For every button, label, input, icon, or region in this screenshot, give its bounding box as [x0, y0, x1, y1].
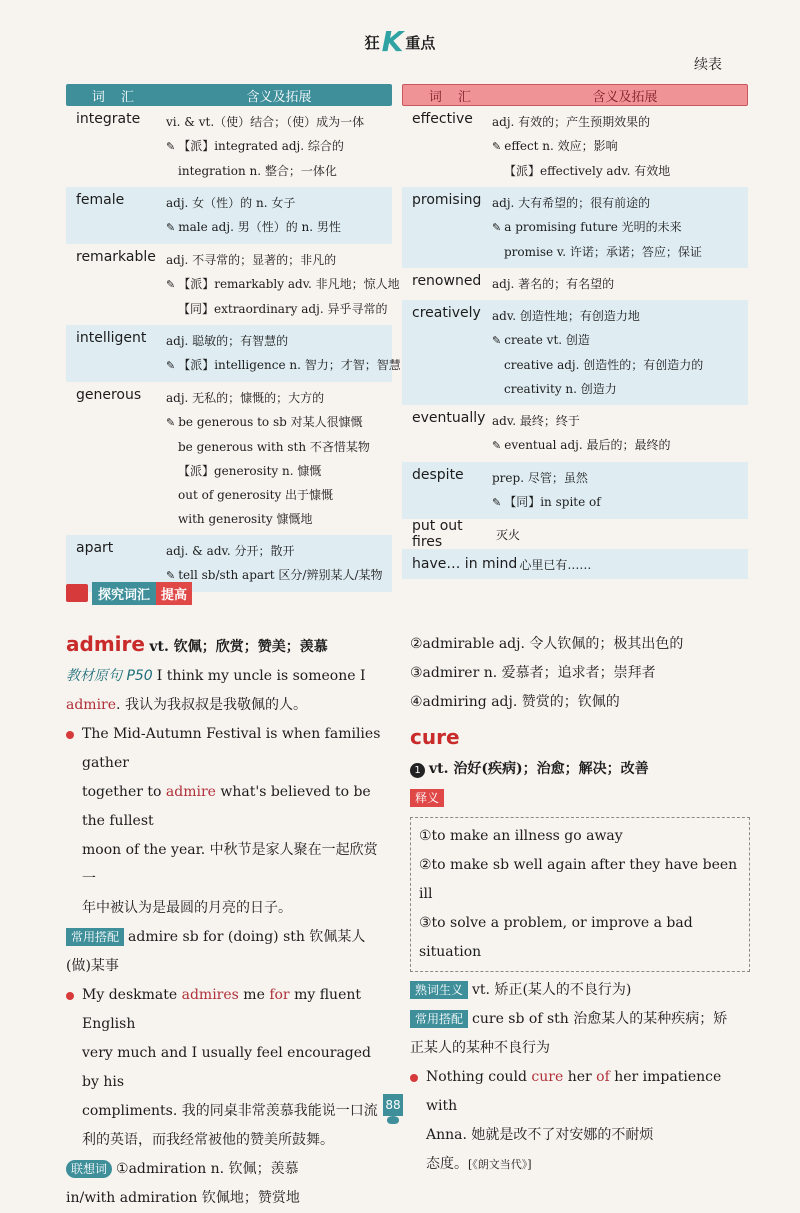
example-keyword: cure	[531, 1069, 564, 1085]
header-title-pre: 狂	[364, 34, 380, 52]
pen-icon: ✎	[492, 140, 502, 153]
association-item: ③admirer n. 爱慕者；追求者；崇拜者	[410, 665, 656, 681]
vocab-word: remarkable	[76, 249, 156, 265]
vocab-line: adj. 无私的；慷慨的；大方的	[166, 391, 325, 405]
definition-item: ①to make an illness go away	[419, 828, 623, 844]
source-translation: . 我认为我叔叔是我敬佩的人。	[116, 697, 307, 713]
example-1	[66, 720, 390, 923]
vocab-line: be generous with sth 不吝惜某物	[178, 440, 370, 454]
pen-icon: ✎	[492, 334, 502, 347]
definition-box	[410, 817, 750, 972]
vocab-row-female	[66, 187, 392, 244]
new-sense-tag: 熟词生义	[410, 981, 468, 999]
example-source: [《朗文当代》]	[468, 1158, 532, 1171]
source-keyword: admire	[66, 697, 117, 713]
vocab-row-promising	[402, 187, 748, 268]
example-keyword: of	[596, 1069, 610, 1085]
vocab-word: renowned	[412, 273, 482, 289]
headword-pos: vt. 钦佩；欣赏；赞美；羡慕	[149, 639, 328, 655]
vocab-line: adj. 大有希望的；很有前途的	[492, 196, 651, 210]
association-tag: 联想词	[66, 1160, 112, 1178]
vocab-word: put out fires	[412, 518, 463, 550]
example-line: moon of the year. 中秋节是家人聚在一起欣赏一	[82, 842, 378, 887]
pen-icon: ✎	[492, 496, 502, 509]
vocab-line: adj. 著名的；有名望的	[492, 277, 615, 291]
vocab-line: creativity n. 创造力	[504, 382, 617, 396]
example-text: 态度。	[426, 1156, 468, 1172]
section-level-badge: 提高	[156, 582, 192, 605]
vocab-line: prep. 尽管；虽然	[492, 471, 588, 485]
vocab-line: be generous to sb 对某人很慷慨	[178, 415, 363, 429]
vocab-word: generous	[76, 387, 142, 403]
col-header-word: 词 汇	[91, 89, 141, 105]
vocab-row-intelligent	[66, 325, 401, 382]
pen-icon: ✎	[166, 416, 176, 429]
vocab-word: effective	[412, 111, 473, 127]
entry-admire	[66, 630, 390, 1213]
vocab-row-integrate	[66, 106, 392, 187]
right-column	[410, 630, 750, 1179]
vocab-row-despite	[402, 462, 748, 519]
example-line: 利的英语，而我经常被他的赞美所鼓舞。	[82, 1132, 334, 1148]
vocab-row-effective	[402, 106, 748, 187]
example-line: very much and I usually feel encouraged by his	[82, 1045, 371, 1090]
vocab-line: integration n. 整合；一体化	[178, 164, 337, 178]
example-line: 年中被认为是最圆的月亮的日子。	[82, 900, 292, 916]
vocab-word: have… in mind	[412, 556, 518, 572]
example-text: Nothing could	[426, 1069, 527, 1085]
vocab-line: effect n. 效应；影响	[504, 139, 618, 153]
col-header-meaning: 含义及拓展	[246, 89, 312, 105]
right-vocab-table	[402, 84, 748, 579]
example-keyword: for	[269, 987, 290, 1003]
section-label: 探究词汇	[92, 582, 156, 605]
vocab-line: 【派】remarkably adv. 非凡地；惊人地	[178, 277, 400, 291]
headword: cure	[410, 725, 460, 749]
vocab-line: tell sb/sth apart 区分/辨别某人/某物	[178, 568, 383, 582]
pen-icon: ✎	[166, 140, 176, 153]
pen-icon: ✎	[166, 221, 176, 234]
vocab-word: integrate	[76, 111, 141, 127]
left-vocab-table	[66, 84, 401, 592]
new-sense-text: vt. 矫正(某人的不良行为)	[472, 982, 632, 998]
vocab-word: eventually	[412, 410, 486, 426]
example-keyword: admire	[165, 784, 216, 800]
page-number: 88	[383, 1094, 403, 1116]
vocab-word: despite	[412, 467, 464, 483]
definition-item: ③to solve a problem, or improve a bad situation	[419, 915, 693, 960]
pen-icon: ✎	[166, 569, 176, 582]
header-logo-k: K	[381, 25, 404, 58]
vocab-line: 【派】integrated adj. 综合的	[178, 139, 344, 153]
vocab-line: vi. & vt.（使）结合；（使）成为一体	[166, 115, 365, 129]
vocab-line: adj. 不寻常的；显著的；非凡的	[166, 253, 337, 267]
collocation-text: admire sb for (doing) sth 钦佩某人	[128, 929, 366, 945]
vocab-line: adj. & adv. 分开；散开	[166, 544, 295, 558]
example-text: My deskmate	[82, 987, 178, 1003]
vocab-line: 灭火	[496, 527, 521, 542]
headword-pos: vt. 治好(疾病)；治愈；解决；改善	[429, 761, 649, 777]
vocab-line: creative adj. 创造性的；有创造力的	[504, 358, 704, 372]
page-header	[0, 22, 800, 58]
bird-icon	[387, 1116, 399, 1124]
example-keyword: admires	[181, 987, 239, 1003]
example-text: her impatience with	[426, 1069, 722, 1114]
association-item: ①admiration n. 钦佩；羡慕	[116, 1161, 299, 1177]
vocab-row-creatively	[402, 300, 748, 405]
definition-tag: 释义	[410, 789, 444, 807]
vocab-line: 【同】in spite of	[504, 495, 601, 509]
collocation-tag: 常用搭配	[66, 928, 124, 946]
collocation-text: (做)某事	[66, 958, 119, 974]
source-sentence: I think my uncle is someone I	[156, 668, 366, 684]
left-table-header	[66, 84, 392, 106]
association-item: in/with admiration 钦佩地；赞赏地	[66, 1190, 300, 1206]
vocab-word: intelligent	[76, 330, 147, 346]
vocab-line: adj. 聪敏的；有智慧的	[166, 334, 289, 348]
vocab-row-eventually	[402, 405, 748, 462]
example-text: what's believed to be the fullest	[82, 784, 371, 829]
vocab-row-renowned	[402, 268, 748, 300]
vocab-word: apart	[76, 540, 114, 556]
header-title-post: 重点	[405, 34, 436, 52]
vocab-line: 【派】generosity n. 慷慨	[178, 464, 322, 478]
vocab-word: female	[76, 192, 125, 208]
vocab-line: create vt. 创造	[504, 333, 590, 347]
section-title	[66, 582, 192, 604]
collocation-text: cure sb of sth 治愈某人的某种疾病；矫	[472, 1011, 728, 1027]
example-text: me	[243, 987, 265, 1003]
vocab-line: 【派】effectively adv. 有效地	[504, 164, 671, 178]
continued-label: 续表	[694, 57, 722, 73]
vocab-line: out of generosity 出于慷慨	[178, 488, 334, 502]
pen-icon: ✎	[492, 439, 502, 452]
vocab-row-put-out-fires	[402, 519, 748, 549]
vocab-line: 心里已有……	[519, 557, 592, 572]
vocab-row-have-in-mind	[402, 549, 748, 579]
vocab-word: promising	[412, 192, 482, 208]
col-header-meaning: 含义及拓展	[592, 89, 658, 105]
example-text: my fluent English	[82, 987, 361, 1032]
example-cure	[410, 1063, 750, 1179]
example-line: compliments. 我的同桌非常羡慕我能说一口流	[82, 1103, 378, 1119]
vocab-word: creatively	[412, 305, 481, 321]
collocation-text: 正某人的某种不良行为	[410, 1040, 550, 1056]
definition-item: ②to make sb well again after they have been ill	[419, 857, 738, 902]
example-text: together to	[82, 784, 162, 800]
pen-icon: ✎	[166, 278, 176, 291]
example-2	[66, 981, 390, 1155]
pen-icon: ✎	[492, 221, 502, 234]
vocab-line: adv. 创造性地；有创造力地	[492, 309, 640, 323]
right-table-header	[402, 84, 748, 106]
example-line: The Mid-Autumn Festival is when families gather	[82, 726, 381, 771]
vocab-line: a promising future 光明的未来	[504, 220, 682, 234]
association-item: ②admirable adj. 令人钦佩的；极其出色的	[410, 636, 684, 652]
vocab-line: with generosity 慷慨地	[178, 512, 313, 526]
pen-icon: ✎	[166, 359, 176, 372]
vocab-row-generous	[66, 382, 392, 535]
sense-number: 1	[410, 763, 425, 778]
vocab-line: 【同】extraordinary adj. 异乎寻常的	[178, 302, 388, 316]
vocab-line: adj. 有效的；产生预期效果的	[492, 115, 651, 129]
headword: admire	[66, 632, 145, 656]
col-header-word: 词 汇	[428, 89, 478, 105]
vocab-line: promise v. 许诺；承诺；答应；保证	[504, 245, 702, 259]
vocab-line: adv. 最终；终于	[492, 414, 580, 428]
example-text: her	[567, 1069, 592, 1085]
vocab-line: 【派】intelligence n. 智力；才智；智慧	[178, 358, 401, 372]
book-icon	[66, 584, 88, 602]
vocab-row-remarkable	[66, 244, 400, 325]
association-item: ④admiring adj. 赞赏的；钦佩的	[410, 694, 620, 710]
vocab-line: male adj. 男（性）的 n. 男性	[178, 220, 341, 234]
source-tag: 教材原句 P50	[66, 668, 153, 684]
vocab-line: adj. 女（性）的 n. 女子	[166, 196, 296, 210]
collocation-tag: 常用搭配	[410, 1010, 468, 1028]
vocab-line: eventual adj. 最后的；最终的	[504, 438, 671, 452]
example-line: Anna. 她就是改不了对安娜的不耐烦	[426, 1127, 654, 1143]
